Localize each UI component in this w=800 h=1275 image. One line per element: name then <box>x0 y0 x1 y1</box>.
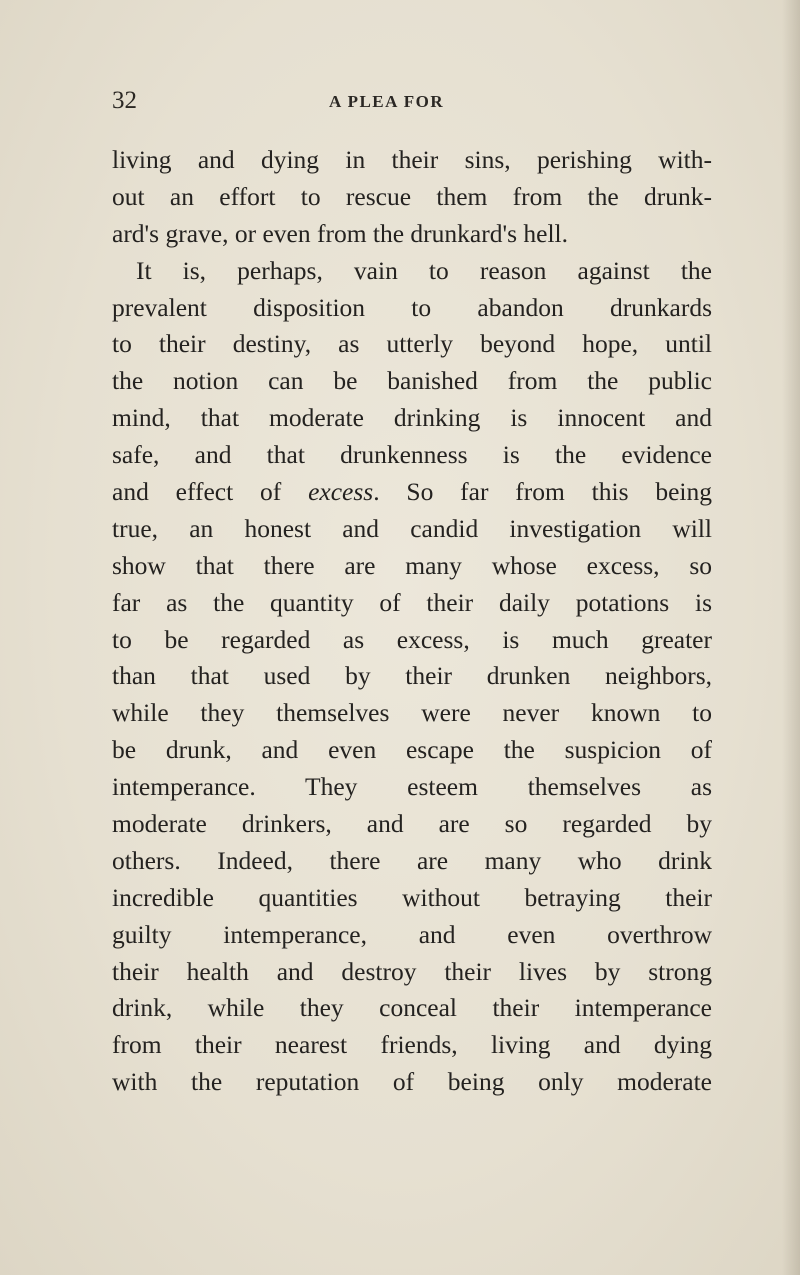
text-line: show that there are many whose excess, so <box>112 550 712 580</box>
text-line: ard's grave, or even from the drunkard's hell. <box>112 218 568 248</box>
page-edge-shadow <box>782 0 800 1275</box>
text-line: prevalent disposition to abandon drunkards <box>112 292 712 322</box>
text-line: living and dying in their sins, perishing with- <box>112 145 712 174</box>
text-line: others. Indeed, there are many who drink <box>112 845 712 875</box>
text-line: out an effort to rescue them from the drunk- <box>112 181 712 211</box>
text-line: incredible quantities without betraying their <box>112 882 712 912</box>
text-line: their health and destroy their lives by strong <box>112 956 712 986</box>
text-line: mind, that moderate drinking is innocent and <box>112 403 712 433</box>
text-line: while they themselves were never known to <box>112 698 712 728</box>
page-header <box>112 86 712 116</box>
text-line: moderate drinkers, and are so regarded by <box>112 809 712 839</box>
text-line: intemperance. They esteem themselves as <box>112 772 712 802</box>
text-line: the notion can be banished from the public <box>112 366 712 396</box>
text-line: than that used by their drunken neighbors, <box>112 661 712 691</box>
text-line: to their destiny, as utterly beyond hope, until <box>112 329 712 359</box>
text-line: far as the quantity of their daily potations is <box>112 587 712 617</box>
text-line: safe, and that drunkenness is the evidence <box>112 440 712 470</box>
text-line: with the reputation of being only moderate <box>112 1067 712 1097</box>
text-line: It is, perhaps, vain to reason against the <box>136 255 712 285</box>
text-line: drink, while they conceal their intemperance <box>112 993 712 1023</box>
text-line <box>112 474 712 511</box>
text-line: true, an honest and candid investigation will <box>112 513 712 543</box>
running-head: A PLEA FOR <box>329 92 445 111</box>
text-line: guilty intemperance, and even overthrow <box>112 919 712 949</box>
page-number: 32 <box>112 87 137 114</box>
body-text <box>112 142 712 1101</box>
text-segment: and effect of excess. So far from this being <box>112 477 712 507</box>
text-line: from their nearest friends, living and dying <box>112 1030 712 1060</box>
text-line: to be regarded as excess, is much greater <box>112 624 712 654</box>
text-line: be drunk, and even escape the suspicion of <box>112 735 712 765</box>
